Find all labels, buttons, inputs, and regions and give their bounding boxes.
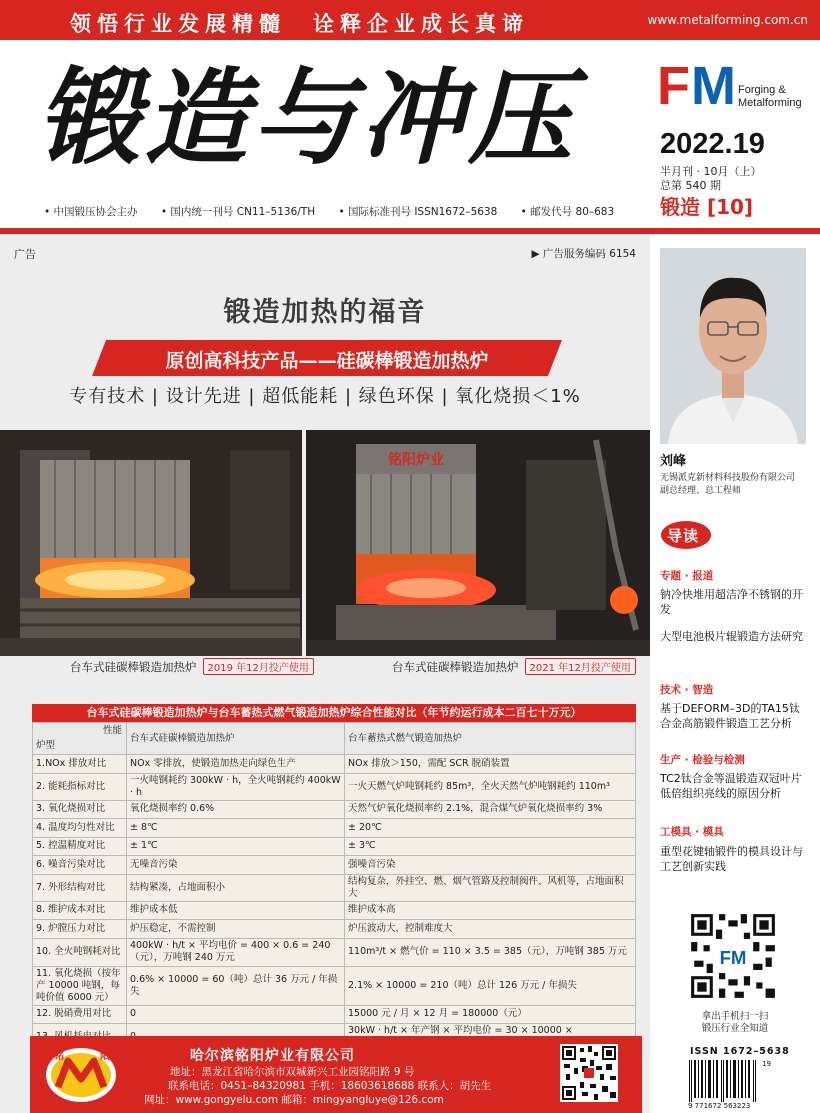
section-head-tooling: 工模具 · 模具 — [660, 826, 724, 838]
row-label: 10. 全火吨钢耗对比 — [33, 938, 127, 966]
row-label: 5. 控温精度对比 — [33, 837, 127, 856]
table-row — [33, 837, 636, 856]
row-label: 1.NOx 排放对比 — [33, 755, 127, 774]
company-logo-text-right: 阳 — [100, 1051, 110, 1062]
row-value-b: ± 3℃ — [345, 837, 636, 856]
row-value-b: 一火天燃气炉吨钢耗约 85m³，全火天然气炉吨钢耗约 110m³ — [345, 773, 636, 800]
row-value-b: 110m³/t × 燃气价 = 110 × 3.5 = 385（元），万吨钢 385 万元 — [345, 938, 636, 966]
company-qr-code[interactable] — [560, 1044, 618, 1102]
cover-person-photo — [660, 248, 806, 444]
table-header-row — [33, 723, 636, 755]
masthead-title: 锻造与冲压 — [36, 56, 577, 179]
company-name: 哈尔滨铭阳炉业有限公司 — [190, 1048, 355, 1064]
section-head-special: 专题 · 报道 — [660, 570, 714, 582]
article-link[interactable]: 大型电池极片辊锻造方法研究 — [660, 630, 803, 643]
person-name: 刘峰 — [660, 454, 687, 469]
row-label: 11. 氧化烧损（按年产 10000 吨钢，每吨价值 6000 元） — [33, 966, 127, 1005]
company-phone: 联系电话：0451–84320981 手机：18603618688 联系人：胡先生 — [168, 1080, 492, 1092]
row-value-a: 一火吨钢耗约 300kW · h，全火吨钢耗约 400kW · h — [127, 773, 345, 800]
ad-headline: 锻造加热的福音 — [223, 297, 427, 328]
fm-logo — [657, 58, 737, 114]
issue-frequency: 半月刊 · 10月（上） — [660, 165, 762, 178]
ad-features: 专有技术 | 设计先进 | 超低能耗 | 绿色环保 | 氧化烧损＜1% — [69, 386, 581, 407]
company-address: 地址：黑龙江省哈尔滨市双城新兴工业园铭阳路 9 号 — [170, 1066, 415, 1078]
table-row — [33, 966, 636, 1005]
row-value-a: 氧化烧损率约 0.6% — [127, 800, 345, 819]
article-link[interactable]: 钠冷快堆用超洁净不锈钢的开发 — [660, 588, 803, 616]
table-row — [33, 819, 636, 838]
row-value-b: 30kW · h/t × 年产钢 × 平均电价 = 30 × 10000 × — [345, 1024, 636, 1051]
comparison-table-title: 台车式硅碳棒锻造加热炉与台车蓄热式燃气锻造加热炉综合性能对比（年节约运行成本二百七十万元） — [32, 704, 636, 722]
row-label: 12. 脱硝费用对比 — [33, 1005, 127, 1024]
row-value-b: 15000 元 / 月 × 12 月 = 180000（元） — [345, 1005, 636, 1024]
edition-badge: 锻造 [10] — [660, 195, 754, 219]
row-label: 6. 噪音污染对比 — [33, 856, 127, 875]
table-row — [33, 938, 636, 966]
photo-caption-left-text: 台车式硅碳棒锻造加热炉 — [70, 660, 197, 674]
row-value-a: 炉压稳定，不需控制 — [127, 920, 345, 939]
barcode-addon: 19 — [762, 1060, 771, 1068]
fm-logo-m: M — [691, 56, 736, 116]
issn-label: ISSN 1672–5638 — [690, 1046, 790, 1057]
row-value-b: 强噪音污染 — [345, 856, 636, 875]
top-slogan: 领悟行业发展精髓 诠释企业成长真谛 — [70, 12, 529, 36]
table-row — [33, 856, 636, 875]
issue-total: 总第 540 期 — [660, 179, 721, 192]
row-value-b: 炉压波动大，控制难度大 — [345, 920, 636, 939]
company-web[interactable]: 网址：www.gongyelu.com 邮箱：mingyangluye@126.com — [144, 1094, 444, 1106]
row-label: 9. 炉膛压力对比 — [33, 920, 127, 939]
photo-caption-right-tag: 2021 年12月投产使用 — [525, 658, 636, 675]
photo-caption-right-text: 台车式硅碳棒锻造加热炉 — [392, 660, 519, 674]
issue-number: 2022.19 — [660, 128, 765, 160]
ad-service-code: ▶ 广告服务编码 6154 — [531, 248, 636, 260]
person-organization: 无锡派克新材料科技股份有限公司 — [660, 473, 796, 483]
person-title: 副总经理、总工程师 — [660, 486, 742, 496]
top-url[interactable]: www.metalforming.com.cn — [647, 13, 808, 27]
barcode — [688, 1060, 758, 1102]
ad-label: 广告 — [14, 248, 36, 261]
photo-caption-right — [392, 658, 636, 680]
section-head-tech: 技术 · 智造 — [660, 684, 714, 696]
ad-ribbon-text: 原创高科技产品——硅碳棒锻造加热炉 — [165, 350, 489, 372]
row-value-a: 0.6% × 10000 = 60（吨）总计 36 万元 / 年损失 — [127, 966, 345, 1005]
table-row — [33, 920, 636, 939]
row-label: 8. 维护成本对比 — [33, 901, 127, 920]
article-link[interactable]: 重型花键轴锻件的模具设计与工艺创新实践 — [660, 845, 803, 873]
row-value-a: ± 1℃ — [127, 837, 345, 856]
table-header-perf: 性能 — [102, 725, 122, 736]
table-header-b: 台车蓄热式燃气锻造加热炉 — [345, 723, 636, 755]
row-label: 4. 温度均匀性对比 — [33, 819, 127, 838]
guide-label: 导读 — [667, 527, 700, 545]
info-cn: • 国内统一刊号 CN11–5136/TH — [160, 206, 316, 218]
photo-caption-left-tag: 2019 年12月投产使用 — [203, 658, 314, 675]
section-head-production: 生产 · 检验与检测 — [660, 754, 745, 766]
row-value-b: ± 20℃ — [345, 819, 636, 838]
table-row — [33, 1005, 636, 1024]
comparison-table — [32, 704, 636, 1051]
table-row — [33, 800, 636, 819]
row-label: 2. 能耗指标对比 — [33, 773, 127, 800]
info-sponsor: • 中国锻压协会主办 — [44, 206, 138, 218]
row-value-b: 结构复杂，外挂空、燃、烟气管路及控制阀件、风机等，占地面积大 — [345, 874, 636, 901]
row-value-a: 无噪音污染 — [127, 856, 345, 875]
qr-caption-2: 锻压行业全知道 — [701, 1023, 769, 1034]
row-value-b: 维护成本高 — [345, 901, 636, 920]
furnace-photo-right — [306, 430, 650, 656]
row-label: 7. 外形结构对比 — [33, 874, 127, 901]
row-value-b: 2.1% × 10000 = 210（吨）总计 126 万元 / 年损失 — [345, 966, 636, 1005]
row-value-a: 结构紧凑，占地面积小 — [127, 874, 345, 901]
row-value-b: NOx 排放＞150，需配 SCR 脱硝装置 — [345, 755, 636, 774]
qr-logo-text: FM — [719, 946, 747, 968]
row-value-a: 维护成本低 — [127, 901, 345, 920]
company-logo — [44, 1045, 118, 1105]
magazine-qr-code[interactable] — [688, 910, 778, 1002]
row-label: 3. 氧化烧损对比 — [33, 800, 127, 819]
company-logo-text-left: 铭 — [54, 1051, 64, 1062]
table-header-corner — [33, 723, 127, 755]
fm-logo-sub1: Forging & — [738, 84, 786, 96]
fm-logo-f: F — [657, 56, 690, 116]
furnace-sign-text: 铭阳炉业 — [388, 452, 444, 468]
row-value-a: NOx 零排放，使锻造加热走向绿色生产 — [127, 755, 345, 774]
article-link[interactable]: TC2钛合金等温锻造双冠叶片低倍组织亮线的原因分析 — [660, 772, 802, 800]
table-row — [33, 755, 636, 774]
table-header-type: 炉型 — [36, 740, 56, 751]
row-value-a: ± 8℃ — [127, 819, 345, 838]
fm-logo-sub2: Metalforming — [738, 97, 802, 109]
article-link[interactable]: 基于DEFORM–3D的TA15钛合金高筋锻件锻造工艺分析 — [660, 702, 800, 730]
table-row — [33, 874, 636, 901]
info-issn: • 国际标准刊号 ISSN1672–5638 — [338, 206, 498, 218]
table-row — [33, 773, 636, 800]
table-row — [33, 901, 636, 920]
photo-caption-left — [70, 658, 314, 680]
furnace-photo-left — [0, 430, 302, 656]
row-value-b: 天然气炉氧化烧损率约 2.1%，混合煤气炉氧化烧损率约 3% — [345, 800, 636, 819]
barcode-number: 9 771672 563223 — [688, 1102, 751, 1110]
comparison-table-grid — [32, 722, 636, 1051]
row-value-a: 0 — [127, 1005, 345, 1024]
table-header-a: 台车式硅碳棒锻造加热炉 — [127, 723, 345, 755]
qr-caption-1: 拿出手机扫一扫 — [701, 1011, 769, 1022]
publication-info — [44, 204, 634, 219]
info-postal: • 邮发代号 80–683 — [520, 206, 615, 218]
row-value-a: 400kW · h/t × 平均电价 = 400 × 0.6 = 240（元），万吨钢 240 万元 — [127, 938, 345, 966]
advertisement — [0, 234, 650, 1113]
